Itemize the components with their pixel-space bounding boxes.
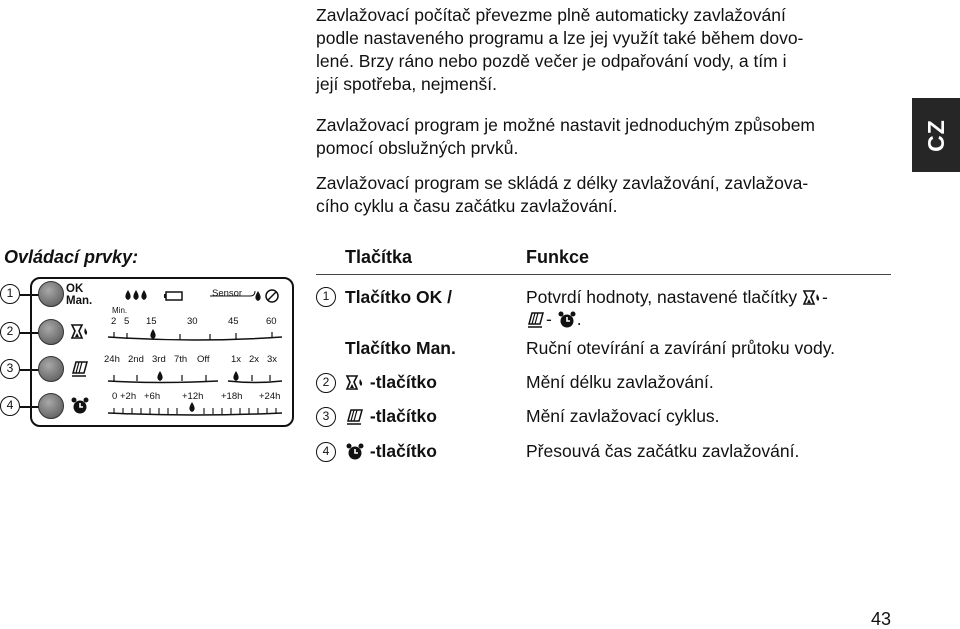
start-time-button[interactable] (38, 393, 64, 419)
function-ok-line1 (526, 286, 828, 308)
button-text: -tlačítko (369, 406, 437, 426)
text-line: podle nastaveného programu a lze jej využít také během dovo- (316, 28, 804, 48)
function-cycle: Mění zavlažovací cyklus. (526, 406, 720, 426)
intro-paragraph-2 (316, 114, 876, 160)
intro-paragraph-3 (316, 172, 876, 218)
text-line: pomocí obslužných prvků. (316, 138, 519, 158)
duration-button[interactable] (38, 319, 64, 345)
text-line: lené. Brzy ráno nebo pozdě večer je odpařování vody, a tím i (316, 51, 787, 71)
cycle-label: 2nd (128, 354, 144, 365)
language-tab-label: CZ (922, 118, 949, 152)
button-cycle (345, 405, 437, 427)
duration-tick-label: 60 (266, 316, 277, 327)
function-man: Ruční otevírání a zavírání průtoku vody. (526, 338, 836, 358)
duration-tick-label: 15 (146, 316, 157, 327)
column-header-buttons: Tlačítka (345, 247, 413, 267)
column-header-function: Funkce (526, 247, 590, 267)
button-duration (345, 371, 437, 393)
function-duration: Mění délku zavlažování. (526, 372, 714, 392)
watering-duration-icon (345, 373, 365, 393)
page-number: 43 (871, 609, 892, 629)
button-text: -tlačítko (369, 372, 437, 392)
cycle-label: 3x (267, 354, 278, 365)
button-ok-man: Tlačítko OK / (345, 287, 452, 307)
start-label: +2h (120, 391, 137, 402)
text-line: Zavlažovací počítač převezme plně automaticky zavlažování (316, 5, 786, 25)
duration-tick-label: 5 (124, 316, 130, 327)
duration-tick-label: 2 (111, 316, 117, 327)
cycle-icon (70, 359, 90, 379)
cycle-label: 3rd (152, 354, 166, 365)
man-label: Man. (66, 295, 93, 307)
language-tab (912, 98, 960, 172)
button-text: -tlačítko (369, 441, 437, 461)
row-number-4: 4 (316, 442, 336, 462)
cycle-icon (526, 310, 546, 330)
start-label: 0 (112, 391, 118, 402)
cycle-label: 1x (231, 354, 242, 365)
cycle-button[interactable] (38, 356, 64, 382)
function-text: - (821, 287, 828, 307)
start-label: +18h (221, 391, 243, 402)
sensor-label: Sensor (212, 288, 243, 299)
callout-number: 1 (0, 284, 20, 304)
alarm-clock-icon (70, 396, 90, 416)
function-text: Potvrdí hodnoty, nastavené tlačítky (526, 287, 798, 307)
duration-tick-label: 30 (187, 316, 198, 327)
row-number-3: 3 (316, 407, 336, 427)
intro-paragraph-1 (316, 4, 876, 96)
section-title: Ovládací prvky: (4, 247, 139, 267)
function-start-time: Přesouvá čas začátku zavlažování. (526, 441, 800, 461)
start-label: +24h (259, 391, 281, 402)
start-label: +6h (144, 391, 161, 402)
text-line: Zavlažovací program se skládá z délky zavlažování, zavlažova- (316, 173, 809, 193)
watering-duration-icon (70, 322, 90, 342)
callout-number: 3 (0, 359, 20, 379)
function-ok-line2 (526, 308, 582, 330)
button-start-time (345, 440, 437, 462)
watering-duration-icon (802, 288, 822, 308)
function-text: . (576, 309, 582, 329)
min-label: Min. (112, 306, 128, 315)
callout-number: 2 (0, 322, 20, 342)
alarm-clock-icon (345, 442, 365, 462)
ok-man-button[interactable] (38, 281, 64, 307)
cycle-label: 24h (104, 354, 120, 365)
duration-tick-label: 45 (228, 316, 239, 327)
text-line: její spotřeba, nejmenší. (316, 74, 497, 94)
button-man: Tlačítko Man. (345, 338, 456, 358)
row-number-1: 1 (316, 287, 336, 307)
cycle-label: 7th (174, 354, 188, 365)
row-number-2: 2 (316, 373, 336, 393)
cycle-icon (345, 407, 365, 427)
ok-label: OK (66, 283, 84, 295)
alarm-clock-icon (557, 310, 577, 330)
cycle-label: 2x (249, 354, 260, 365)
header-divider (316, 274, 891, 275)
function-text: - (546, 309, 552, 329)
cycle-label: Off (197, 354, 210, 365)
text-line: cího cyklu a času začátku zavlažování. (316, 196, 618, 216)
start-label: +12h (182, 391, 204, 402)
text-line: Zavlažovací program je možné nastavit jednoduchým způsobem (316, 115, 815, 135)
callout-number: 4 (0, 396, 20, 416)
